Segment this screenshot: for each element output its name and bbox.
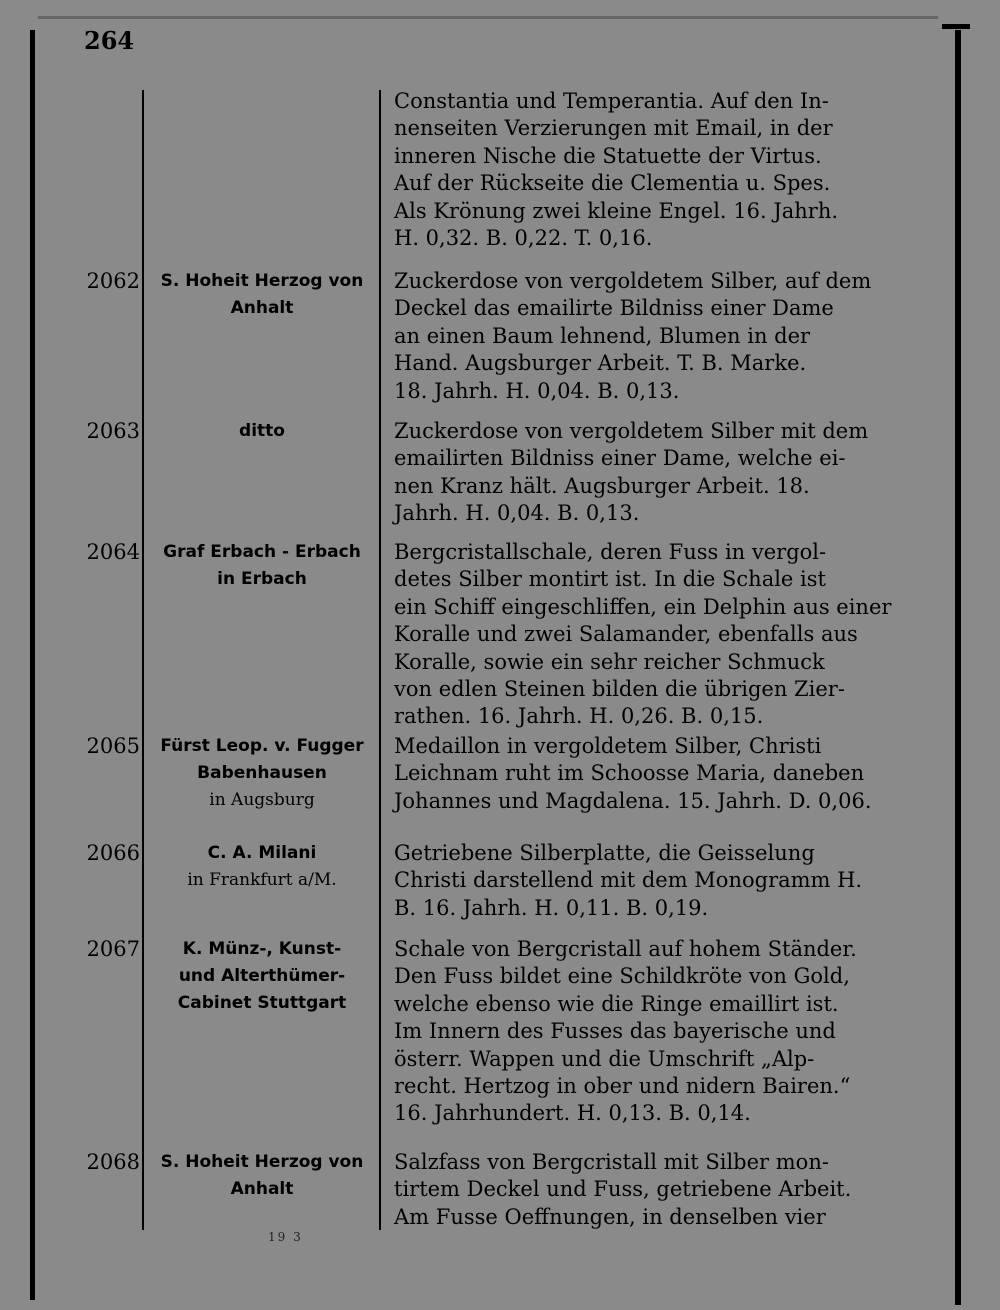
entry-description — [394, 418, 924, 528]
lender-line: Cabinet Stuttgart — [177, 993, 347, 1013]
desc-line: 18. Jahrh. H. 0,04. B. 0,13. — [394, 378, 680, 403]
desc-line: Auf der Rückseite die Clementia u. Spes. — [394, 171, 831, 196]
desc-line: inneren Nische die Statuette der Virtus. — [394, 143, 822, 168]
desc-line: österr. Wappen und die Umschrift „Alp- — [394, 1046, 815, 1071]
entry-lender — [148, 418, 376, 445]
desc-line: Jahrh. H. 0,04. B. 0,13. — [394, 501, 640, 526]
entry-description — [394, 936, 924, 1128]
desc-line: Bergcristallschale, deren Fuss in vergol- — [394, 540, 827, 564]
lender-line: Anhalt — [230, 1179, 294, 1199]
desc-line: Deckel das emailirte Bildniss einer Dame — [394, 296, 834, 321]
desc-line: nenseiten Verzierungen mit Email, in der — [394, 116, 833, 141]
desc-line: an einen Baum lehnend, Blumen in der — [394, 323, 811, 348]
lender-line: in Frankfurt a/M. — [187, 870, 337, 890]
entry-description — [394, 539, 924, 731]
desc-line: Zuckerdose von vergoldetem Silber mit dem — [394, 419, 869, 443]
right-border-line — [955, 30, 961, 1305]
desc-line: Als Krönung zwei kleine Engel. 16. Jahrh. — [394, 198, 839, 223]
desc-line: detes Silber montirt ist. In die Schale ist — [394, 567, 826, 592]
entry-description — [394, 1149, 924, 1231]
desc-line: Im Innern des Fusses das bayerische und — [394, 1019, 836, 1044]
entry-lender — [148, 268, 376, 322]
desc-line: Am Fusse Oeffnungen, in denselben vier — [394, 1204, 826, 1229]
entry-number: 2064 — [86, 540, 140, 564]
entry-description — [394, 268, 924, 405]
entry-lender — [148, 733, 376, 814]
desc-line: Medaillon in vergoldetem Silber, Christi — [394, 734, 822, 758]
entry-lender — [148, 1149, 376, 1203]
entry-number: 2063 — [86, 419, 140, 443]
lender-line: K. Münz-, Kunst- — [182, 939, 342, 959]
entry-number: 2062 — [86, 269, 140, 293]
entry-number: 2067 — [86, 937, 140, 961]
lender-line: Graf Erbach - Erbach — [163, 542, 361, 562]
desc-line: Hand. Augsburger Arbeit. T. B. Marke. — [394, 351, 807, 376]
lender-line: Fürst Leop. v. Fugger — [160, 736, 364, 756]
entry-lender — [148, 936, 376, 1017]
desc-line: rathen. 16. Jahrh. H. 0,26. B. 0,15. — [394, 704, 764, 729]
entry-description — [394, 840, 924, 922]
desc-line: Leichnam ruht im Schoosse Maria, daneben — [394, 761, 865, 786]
top-border-smudge — [38, 16, 938, 19]
entry-number: 2066 — [86, 841, 140, 865]
column-divider-number — [142, 90, 144, 1230]
desc-line: Salzfass von Bergcristall mit Silber mon- — [394, 1150, 829, 1174]
desc-line: recht. Hertzog in ober und nidern Bairen.“ — [394, 1074, 851, 1099]
desc-line: nen Kranz hält. Augsburger Arbeit. 18. — [394, 473, 810, 498]
lender-line: S. Hoheit Herzog von — [160, 271, 364, 291]
lender-line: S. Hoheit Herzog von — [160, 1152, 364, 1172]
desc-line: Johannes und Magdalena. 15. Jahrh. D. 0,06. — [394, 788, 872, 813]
desc-line: Christi darstellend mit dem Monogramm H. — [394, 868, 863, 893]
desc-line: von edlen Steinen bilden die übrigen Zier- — [394, 677, 845, 702]
desc-line: B. 16. Jahrh. H. 0,11. B. 0,19. — [394, 895, 709, 920]
desc-line: Zuckerdose von vergoldetem Silber, auf dem — [394, 269, 872, 293]
desc-line: Den Fuss bildet eine Schildkröte von Gold, — [394, 964, 850, 989]
desc-line: Koralle und zwei Salamander, ebenfalls aus — [394, 622, 858, 647]
entry-number: 2065 — [86, 734, 140, 758]
page-footer-mark: 19 3 — [268, 1230, 303, 1244]
entry-number: 2068 — [86, 1150, 140, 1174]
desc-line: emailirten Bildniss einer Dame, welche ei- — [394, 446, 846, 471]
lender-line: Babenhausen — [197, 763, 327, 783]
lender-line: und Alterthümer- — [178, 966, 346, 986]
lender-line: ditto — [239, 421, 285, 441]
lender-line: in Erbach — [217, 569, 307, 589]
lender-line: Anhalt — [230, 298, 294, 318]
desc-line: 16. Jahrhundert. H. 0,13. B. 0,14. — [394, 1101, 751, 1126]
desc-line: welche ebenso wie die Ringe emaillirt ist. — [394, 991, 839, 1016]
desc-line: Constantia und Temperantia. Auf den In- — [394, 89, 829, 113]
desc-line: H. 0,32. B. 0,22. T. 0,16. — [394, 226, 653, 251]
right-border-cap — [942, 24, 970, 29]
column-divider-lender — [379, 90, 381, 1230]
lender-line: C. A. Milani — [207, 843, 317, 863]
left-border-line — [30, 30, 35, 1300]
desc-line: Schale von Bergcristall auf hohem Ständer. — [394, 937, 857, 961]
entry-lender — [148, 539, 376, 593]
lender-line: in Augsburg — [209, 790, 315, 810]
desc-line: Koralle, sowie ein sehr reicher Schmuck — [394, 649, 825, 674]
desc-line: Getriebene Silberplatte, die Geisselung — [394, 841, 815, 865]
continuation-description — [394, 88, 924, 252]
entry-lender — [148, 840, 376, 894]
desc-line: ein Schiff eingeschliffen, ein Delphin aus einer — [394, 594, 892, 619]
entry-description — [394, 733, 924, 815]
desc-line: tirtem Deckel und Fuss, getriebene Arbeit. — [394, 1177, 852, 1202]
page-number: 264 — [84, 26, 135, 55]
